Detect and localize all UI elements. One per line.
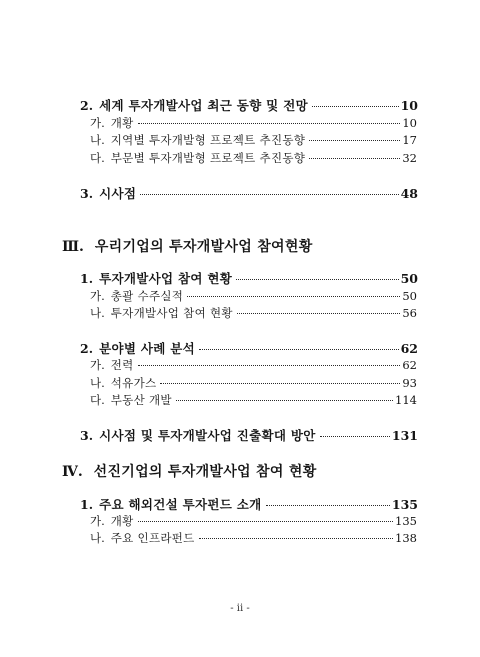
entry-page: 32 <box>402 151 417 165</box>
entry-title: 석유가스 <box>110 376 157 390</box>
entry-page: 56 <box>402 306 417 320</box>
entry-title: 주요 해외건설 투자펀드 소개 <box>99 497 262 512</box>
entry-title: 시사점 <box>99 186 137 201</box>
entry-page: 48 <box>400 186 418 201</box>
dot-leader <box>140 194 398 195</box>
dot-leader <box>309 158 400 159</box>
toc-entry[interactable] <box>90 288 417 304</box>
entry-number: 나. <box>90 133 105 147</box>
dot-leader <box>187 296 400 297</box>
toc-entry[interactable] <box>90 115 417 131</box>
dot-leader <box>176 400 393 401</box>
dot-leader <box>236 279 398 280</box>
dot-leader <box>266 505 390 506</box>
entry-page: 62 <box>402 358 417 372</box>
entry-title: 부동산 개발 <box>110 393 172 407</box>
dot-leader <box>309 140 400 141</box>
toc-entry[interactable] <box>90 375 417 391</box>
toc-entry[interactable] <box>80 96 418 114</box>
toc-entry[interactable] <box>80 184 418 202</box>
entry-number: 2. <box>80 341 94 356</box>
entry-page: 135 <box>395 514 417 528</box>
chapter-heading[interactable] <box>62 236 313 256</box>
entry-title: 개황 <box>110 514 134 528</box>
entry-page: 93 <box>402 376 417 390</box>
toc-entry[interactable] <box>80 495 418 513</box>
entry-title: 분야별 사례 분석 <box>99 341 195 356</box>
dot-leader <box>199 349 399 350</box>
entry-title: 세계 투자개발사업 최근 동향 및 전망 <box>99 98 308 113</box>
entry-number: 나. <box>90 531 105 545</box>
entry-title: 지역별 투자개발형 프로젝트 추진동향 <box>110 133 306 147</box>
toc-entry[interactable] <box>80 426 418 444</box>
toc-entry[interactable] <box>80 269 418 287</box>
entry-number: 3. <box>80 186 94 201</box>
entry-number: 2. <box>80 98 94 113</box>
entry-title: 시사점 및 투자개발사업 진출확대 방안 <box>99 428 316 443</box>
entry-page: 138 <box>395 531 417 545</box>
page-footer-number: - ii - <box>230 603 250 614</box>
entry-number: 3. <box>80 428 94 443</box>
toc-entry[interactable] <box>90 513 417 529</box>
entry-page: 135 <box>391 497 418 512</box>
entry-number: 다. <box>90 393 105 407</box>
entry-page: 114 <box>395 393 417 407</box>
chapter-heading[interactable] <box>62 461 317 481</box>
entry-number: 가. <box>90 358 105 372</box>
dot-leader <box>199 538 393 539</box>
entry-title: 개황 <box>110 116 134 130</box>
dot-leader <box>320 436 390 437</box>
entry-number: 가. <box>90 514 105 528</box>
toc-entry[interactable] <box>90 150 417 166</box>
toc-entry[interactable] <box>90 530 417 546</box>
entry-number: 가. <box>90 289 105 303</box>
chapter-number: Ⅲ. <box>62 239 84 255</box>
entry-number: 가. <box>90 116 105 130</box>
entry-page: 50 <box>402 289 417 303</box>
entry-page: 10 <box>400 98 418 113</box>
entry-number: 다. <box>90 151 105 165</box>
entry-title: 주요 인프라펀드 <box>110 531 195 545</box>
dot-leader <box>138 123 401 124</box>
toc-entry[interactable] <box>90 132 417 148</box>
entry-title: 전력 <box>110 358 134 372</box>
entry-page: 62 <box>400 341 418 356</box>
entry-title: 총괄 수주실적 <box>110 289 184 303</box>
entry-number: 나. <box>90 376 105 390</box>
entry-page: 50 <box>400 271 418 286</box>
entry-number: 1. <box>80 271 94 286</box>
chapter-title: 선진기업의 투자개발사업 참여 현황 <box>93 464 317 480</box>
entry-number: 1. <box>80 497 94 512</box>
toc-entry[interactable] <box>90 357 417 373</box>
dot-leader <box>138 521 393 522</box>
entry-title: 부문별 투자개발형 프로젝트 추진동향 <box>110 151 306 165</box>
toc-entry[interactable] <box>90 392 417 408</box>
entry-page: 10 <box>402 116 417 130</box>
dot-leader <box>160 383 400 384</box>
dot-leader <box>237 313 401 314</box>
entry-page: 17 <box>402 133 417 147</box>
chapter-title: 우리기업의 투자개발사업 참여현황 <box>94 239 313 255</box>
toc-entry[interactable] <box>90 305 417 321</box>
chapter-number: Ⅳ. <box>62 464 83 480</box>
entry-page: 131 <box>391 428 418 443</box>
entry-title: 투자개발사업 참여 현황 <box>110 306 233 320</box>
toc-entry[interactable] <box>80 339 418 357</box>
entry-number: 나. <box>90 306 105 320</box>
dot-leader <box>138 365 401 366</box>
dot-leader <box>312 106 399 107</box>
entry-title: 투자개발사업 참여 현황 <box>99 271 233 286</box>
